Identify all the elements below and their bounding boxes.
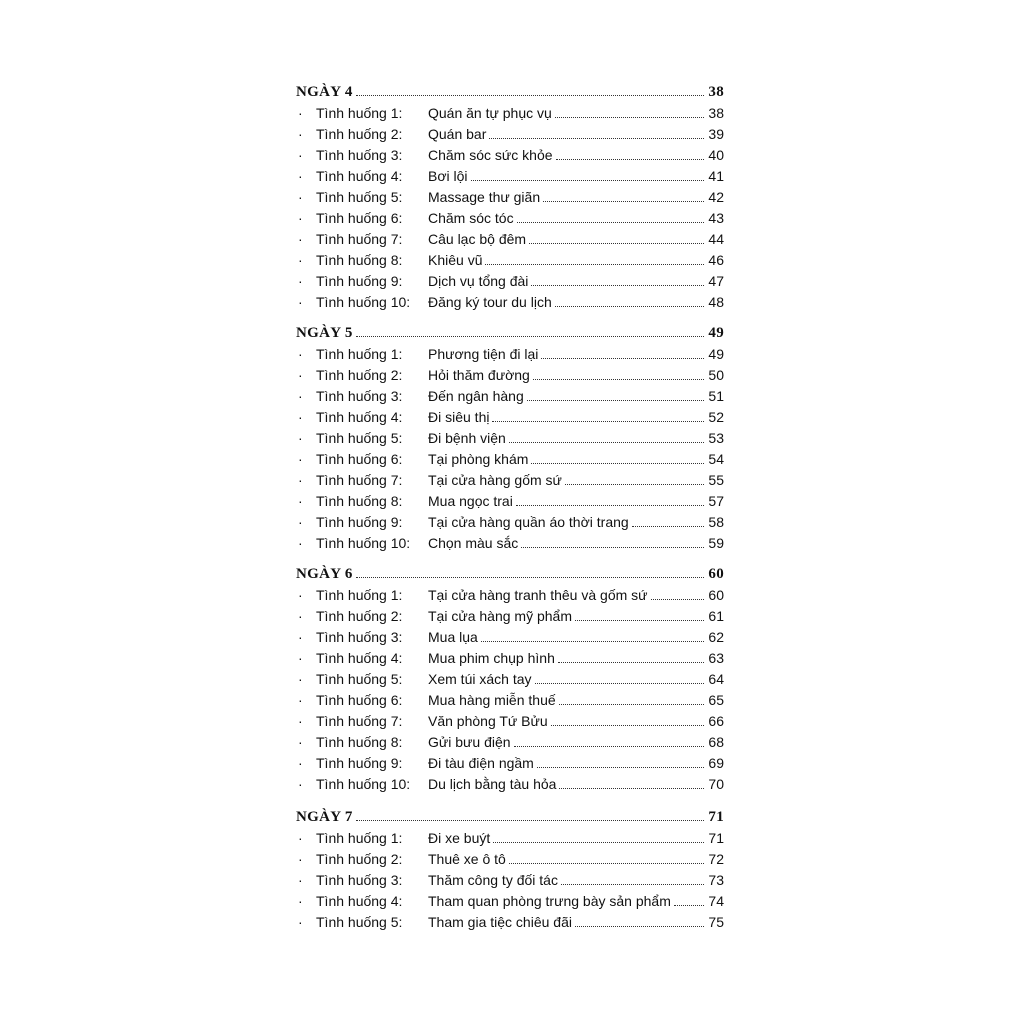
entry-page-number: 69 <box>708 755 724 771</box>
toc-entry <box>296 851 724 872</box>
situation-label: Tình huống 1: <box>316 587 403 603</box>
entry-page-number: 54 <box>708 451 724 467</box>
day-title: NGÀY 7 <box>296 809 353 825</box>
situation-label: Tình huống 1: <box>316 105 403 121</box>
situation-title: Tham quan phòng trưng bày sản phẩm <box>428 893 671 909</box>
situation-label: Tình huống 9: <box>316 755 403 771</box>
toc-entry <box>296 514 724 535</box>
bullet-icon: · <box>298 472 303 488</box>
situation-title: Mua ngọc trai <box>428 493 513 509</box>
bullet-icon: · <box>298 587 303 603</box>
entry-page-number: 42 <box>708 189 724 205</box>
toc-entry <box>296 587 724 608</box>
toc-day-heading <box>296 809 724 830</box>
bullet-icon: · <box>298 734 303 750</box>
situation-title: Du lịch bằng tàu hỏa <box>428 776 557 792</box>
bullet-icon: · <box>298 872 303 888</box>
situation-label: Tình huống 2: <box>316 608 403 624</box>
leader-dots <box>493 842 704 843</box>
leader-dots <box>516 505 704 506</box>
toc-entry <box>296 126 724 147</box>
day-page-number: 49 <box>708 325 724 341</box>
situation-title: Tại phòng khám <box>428 451 529 467</box>
situation-title: Tham gia tiệc chiêu đãi <box>428 914 572 930</box>
bullet-icon: · <box>298 671 303 687</box>
toc-entry <box>296 608 724 629</box>
situation-label: Tình huống 6: <box>316 451 403 467</box>
entry-page-number: 48 <box>708 294 724 310</box>
bullet-icon: · <box>298 126 303 142</box>
entry-page-number: 60 <box>708 587 724 603</box>
bullet-icon: · <box>298 535 303 551</box>
toc-entry <box>296 231 724 252</box>
situation-title: Hỏi thăm đường <box>428 367 530 383</box>
situation-title: Phương tiện đi lại <box>428 346 539 362</box>
situation-title: Câu lạc bộ đêm <box>428 231 527 247</box>
situation-title: Mua lụa <box>428 629 478 645</box>
toc-section <box>296 809 724 935</box>
situation-label: Tình huống 2: <box>316 367 403 383</box>
situation-label: Tình huống 2: <box>316 851 403 867</box>
day-title: NGÀY 4 <box>296 84 353 100</box>
entry-page-number: 52 <box>708 409 724 425</box>
entry-page-number: 57 <box>708 493 724 509</box>
situation-label: Tình huống 4: <box>316 893 403 909</box>
situation-title: Văn phòng Tứ Bửu <box>428 713 548 729</box>
toc-entry <box>296 713 724 734</box>
entry-page-number: 72 <box>708 851 724 867</box>
section-gap <box>296 797 724 809</box>
entry-page-number: 53 <box>708 430 724 446</box>
entry-page-number: 55 <box>708 472 724 488</box>
toc-entry <box>296 294 724 315</box>
leader-dots <box>471 180 704 181</box>
bullet-icon: · <box>298 650 303 666</box>
entry-page-number: 58 <box>708 514 724 530</box>
leader-dots <box>356 820 705 821</box>
situation-label: Tình huống 5: <box>316 671 403 687</box>
leader-dots <box>356 336 705 337</box>
entry-page-number: 46 <box>708 252 724 268</box>
leader-dots <box>558 662 704 663</box>
toc-entry <box>296 105 724 126</box>
leader-dots <box>517 222 704 223</box>
leader-dots <box>541 358 704 359</box>
entry-page-number: 74 <box>708 893 724 909</box>
leader-dots <box>509 442 704 443</box>
situation-label: Tình huống 6: <box>316 692 403 708</box>
situation-title: Dịch vụ tổng đài <box>428 273 529 289</box>
bullet-icon: · <box>298 252 303 268</box>
bullet-icon: · <box>298 346 303 362</box>
situation-title: Đi siêu thị <box>428 409 490 425</box>
leader-dots <box>559 704 704 705</box>
bullet-icon: · <box>298 231 303 247</box>
situation-title: Mua phim chụp hình <box>428 650 555 666</box>
bullet-icon: · <box>298 514 303 530</box>
section-gap <box>296 315 724 325</box>
bullet-icon: · <box>298 294 303 310</box>
leader-dots <box>556 159 704 160</box>
situation-title: Quán ăn tự phục vụ <box>428 105 552 121</box>
situation-title: Đi tàu điện ngầm <box>428 755 534 771</box>
day-page-number: 60 <box>708 566 724 582</box>
entry-page-number: 50 <box>708 367 724 383</box>
situation-label: Tình huống 8: <box>316 493 403 509</box>
section-gap <box>296 556 724 566</box>
leader-dots <box>481 641 704 642</box>
entry-page-number: 59 <box>708 535 724 551</box>
toc-entry <box>296 409 724 430</box>
entry-page-number: 61 <box>708 608 724 624</box>
leader-dots <box>555 117 704 118</box>
entry-page-number: 41 <box>708 168 724 184</box>
situation-title: Đi xe buýt <box>428 830 491 846</box>
bullet-icon: · <box>298 189 303 205</box>
leader-dots <box>489 138 704 139</box>
situation-title: Tại cửa hàng quần áo thời trang <box>428 514 629 530</box>
toc-entry <box>296 451 724 472</box>
bullet-icon: · <box>298 914 303 930</box>
situation-label: Tình huống 5: <box>316 189 403 205</box>
entry-page-number: 43 <box>708 210 724 226</box>
bullet-icon: · <box>298 755 303 771</box>
leader-dots <box>485 264 704 265</box>
toc-entry <box>296 346 724 367</box>
leader-dots <box>529 243 704 244</box>
toc-entry <box>296 535 724 556</box>
entry-page-number: 38 <box>708 105 724 121</box>
entry-page-number: 68 <box>708 734 724 750</box>
toc-entry <box>296 472 724 493</box>
toc-day-heading <box>296 566 724 587</box>
entry-page-number: 40 <box>708 147 724 163</box>
leader-dots <box>521 547 704 548</box>
situation-title: Mua hàng miễn thuế <box>428 692 556 708</box>
bullet-icon: · <box>298 493 303 509</box>
leader-dots <box>537 767 704 768</box>
table-of-contents <box>296 84 724 935</box>
bullet-icon: · <box>298 430 303 446</box>
toc-section <box>296 84 724 315</box>
leader-dots <box>531 285 704 286</box>
situation-label: Tình huống 7: <box>316 231 403 247</box>
toc-entry <box>296 189 724 210</box>
situation-label: Tình huống 8: <box>316 252 403 268</box>
bullet-icon: · <box>298 692 303 708</box>
toc-entry <box>296 872 724 893</box>
toc-entry <box>296 830 724 851</box>
entry-page-number: 47 <box>708 273 724 289</box>
leader-dots <box>551 725 704 726</box>
entry-page-number: 64 <box>708 671 724 687</box>
leader-dots <box>535 683 705 684</box>
entry-page-number: 71 <box>708 830 724 846</box>
bullet-icon: · <box>298 388 303 404</box>
situation-label: Tình huống 5: <box>316 430 403 446</box>
situation-label: Tình huống 10: <box>316 294 411 310</box>
toc-entry <box>296 388 724 409</box>
bullet-icon: · <box>298 608 303 624</box>
toc-entry <box>296 430 724 451</box>
leader-dots <box>632 526 704 527</box>
toc-day-heading <box>296 325 724 346</box>
toc-entry <box>296 671 724 692</box>
toc-entry <box>296 252 724 273</box>
leader-dots <box>674 905 704 906</box>
leader-dots <box>492 421 704 422</box>
situation-title: Tại cửa hàng tranh thêu và gốm sứ <box>428 587 648 603</box>
bullet-icon: · <box>298 851 303 867</box>
situation-label: Tình huống 1: <box>316 830 403 846</box>
leader-dots <box>356 95 705 96</box>
toc-entry <box>296 734 724 755</box>
leader-dots <box>575 620 704 621</box>
toc-entry <box>296 914 724 935</box>
toc-entry <box>296 147 724 168</box>
entry-page-number: 44 <box>708 231 724 247</box>
situation-label: Tình huống 10: <box>316 776 411 792</box>
situation-label: Tình huống 7: <box>316 472 403 488</box>
entry-page-number: 65 <box>708 692 724 708</box>
situation-label: Tình huống 4: <box>316 168 403 184</box>
leader-dots <box>509 863 704 864</box>
entry-page-number: 66 <box>708 713 724 729</box>
bullet-icon: · <box>298 147 303 163</box>
toc-entry <box>296 629 724 650</box>
bullet-icon: · <box>298 629 303 645</box>
leader-dots <box>651 599 704 600</box>
situation-label: Tình huống 4: <box>316 650 403 666</box>
situation-title: Đến ngân hàng <box>428 388 524 404</box>
situation-title: Khiêu vũ <box>428 252 483 268</box>
leader-dots <box>575 926 704 927</box>
entry-page-number: 70 <box>708 776 724 792</box>
situation-title: Tại cửa hàng gốm sứ <box>428 472 562 488</box>
situation-title: Quán bar <box>428 126 487 142</box>
toc-section <box>296 566 724 797</box>
toc-entry <box>296 210 724 231</box>
toc-entry <box>296 273 724 294</box>
toc-entry <box>296 650 724 671</box>
situation-label: Tình huống 9: <box>316 514 403 530</box>
situation-title: Chăm sóc sức khỏe <box>428 147 553 163</box>
situation-label: Tình huống 1: <box>316 346 403 362</box>
situation-label: Tình huống 3: <box>316 629 403 645</box>
toc-entry <box>296 692 724 713</box>
day-title: NGÀY 6 <box>296 566 353 582</box>
bullet-icon: · <box>298 273 303 289</box>
bullet-icon: · <box>298 367 303 383</box>
situation-title: Gửi bưu điện <box>428 734 511 750</box>
entry-page-number: 75 <box>708 914 724 930</box>
toc-section <box>296 325 724 556</box>
leader-dots <box>565 484 704 485</box>
day-title: NGÀY 5 <box>296 325 353 341</box>
situation-label: Tình huống 4: <box>316 409 403 425</box>
entry-page-number: 49 <box>708 346 724 362</box>
situation-title: Đăng ký tour du lịch <box>428 294 552 310</box>
situation-title: Bơi lội <box>428 168 468 184</box>
situation-label: Tình huống 7: <box>316 713 403 729</box>
entry-page-number: 62 <box>708 629 724 645</box>
situation-label: Tình huống 3: <box>316 388 403 404</box>
situation-title: Thăm công ty đối tác <box>428 872 558 888</box>
situation-label: Tình huống 5: <box>316 914 403 930</box>
day-page-number: 71 <box>708 809 724 825</box>
bullet-icon: · <box>298 168 303 184</box>
leader-dots <box>531 463 704 464</box>
bullet-icon: · <box>298 713 303 729</box>
bullet-icon: · <box>298 210 303 226</box>
situation-title: Tại cửa hàng mỹ phẩm <box>428 608 572 624</box>
day-page-number: 38 <box>708 84 724 100</box>
bullet-icon: · <box>298 776 303 792</box>
toc-entry <box>296 776 724 797</box>
situation-title: Massage thư giãn <box>428 189 541 205</box>
bullet-icon: · <box>298 893 303 909</box>
situation-title: Chọn màu sắc <box>428 535 519 551</box>
toc-entry <box>296 168 724 189</box>
bullet-icon: · <box>298 105 303 121</box>
leader-dots <box>533 379 704 380</box>
situation-label: Tình huống 3: <box>316 147 403 163</box>
leader-dots <box>555 306 704 307</box>
entry-page-number: 51 <box>708 388 724 404</box>
situation-label: Tình huống 8: <box>316 734 403 750</box>
bullet-icon: · <box>298 409 303 425</box>
leader-dots <box>514 746 704 747</box>
leader-dots <box>356 577 705 578</box>
situation-label: Tình huống 2: <box>316 126 403 142</box>
bullet-icon: · <box>298 830 303 846</box>
situation-label: Tình huống 9: <box>316 273 403 289</box>
situation-label: Tình huống 10: <box>316 535 411 551</box>
leader-dots <box>527 400 704 401</box>
bullet-icon: · <box>298 451 303 467</box>
entry-page-number: 63 <box>708 650 724 666</box>
situation-label: Tình huống 3: <box>316 872 403 888</box>
situation-label: Tình huống 6: <box>316 210 403 226</box>
situation-title: Đi bệnh viện <box>428 430 506 446</box>
toc-entry <box>296 493 724 514</box>
entry-page-number: 39 <box>708 126 724 142</box>
toc-entry <box>296 755 724 776</box>
toc-entry <box>296 367 724 388</box>
leader-dots <box>543 201 704 202</box>
situation-title: Chăm sóc tóc <box>428 210 514 226</box>
situation-title: Thuê xe ô tô <box>428 851 506 867</box>
toc-day-heading <box>296 84 724 105</box>
leader-dots <box>561 884 704 885</box>
leader-dots <box>559 788 704 789</box>
situation-title: Xem túi xách tay <box>428 671 532 687</box>
entry-page-number: 73 <box>708 872 724 888</box>
toc-entry <box>296 893 724 914</box>
